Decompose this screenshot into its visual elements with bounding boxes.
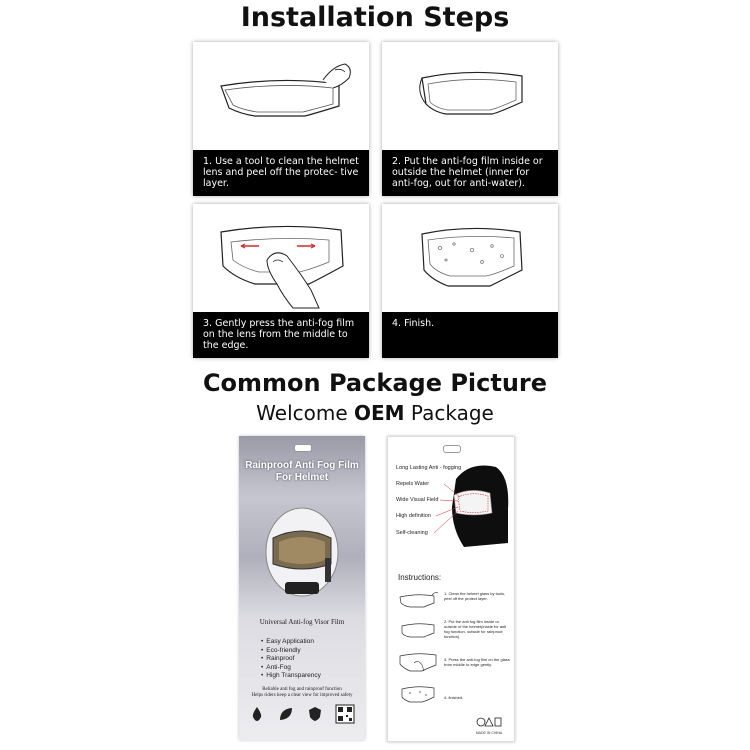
feature-list [261, 638, 321, 681]
feature-icon-row [247, 704, 357, 724]
step-text: Finish. [404, 318, 435, 329]
step-band-3 [193, 312, 369, 358]
subtitle-suffix: Package [404, 401, 494, 425]
front-title [239, 460, 365, 484]
front-subtitle: Universal Anti-fog Visor Film [259, 618, 345, 626]
helmet-photo [259, 498, 345, 606]
feature-item: • Anti-Fog [261, 664, 321, 673]
instruction-text: 1. Clean the helmet glass by tools, peel off the protect layer. [444, 591, 506, 601]
front-note-line1: Reliable anti fog and rainproof function [262, 687, 342, 692]
hang-hole [294, 444, 312, 452]
installation-title: Installation Steps [240, 2, 510, 33]
instruction-illus-1 [396, 589, 440, 611]
place-film-illustration [382, 42, 558, 150]
made-in-label: MADE IN CHINA [475, 731, 503, 735]
instruction-illus-3 [396, 651, 440, 673]
step-number: 1. [203, 156, 213, 167]
feature-item: • Eco-friendly [261, 647, 321, 656]
back-label: Repels Water [396, 481, 430, 487]
instruction-text: 2. Put the anti fog film inside or outside of the helmet(inside for anti fog function, outside for rainproof function) [444, 619, 507, 639]
step-card-1 [193, 42, 369, 196]
package-title: Common Package Picture [202, 369, 548, 397]
step-number: 3. [203, 318, 213, 329]
subtitle-bold: OEM [354, 401, 405, 425]
instruction-text: 4. finished. [444, 695, 464, 700]
step-band-4 [382, 312, 558, 358]
qr-code-icon [335, 704, 355, 724]
instruction-illus-4 [396, 683, 440, 705]
step-text: Use a tool to clean the helmet lens and peel off the protec- tive layer. [203, 156, 359, 189]
front-title-line2: For Helmet [275, 472, 329, 483]
instructions-title: Instructions: [398, 573, 442, 582]
step-card-3 [193, 204, 369, 358]
feature-item: • High Transparency [261, 672, 321, 681]
step-card-2 [382, 42, 558, 196]
front-title-line1: Rainproof Anti Fog Film [245, 460, 359, 471]
recycle-icons [476, 717, 502, 727]
package-back [387, 436, 515, 742]
shield-icon [305, 704, 325, 724]
peel-film-illustration [193, 42, 369, 150]
package-front [239, 436, 365, 740]
instruction-illus-2 [396, 619, 440, 641]
step-band-1 [193, 150, 369, 196]
instruction-text: 3. Press the anti-fog film on the glass from middle to edge gently. [444, 657, 510, 667]
leaf-icon [276, 704, 296, 724]
step-number: 2. [392, 156, 402, 167]
press-film-illustration [193, 204, 369, 312]
finished-helmet-illustration [382, 204, 558, 312]
back-label: Wide Visual Field [396, 497, 439, 503]
step-card-4 [382, 204, 558, 358]
back-label: Self-cleaning [396, 530, 428, 536]
step-text: Gently press the anti-fog film on the lens from the middle to the edge. [203, 318, 355, 351]
step-number: 4. [392, 318, 402, 329]
front-note [239, 687, 365, 699]
package-subtitle [0, 401, 750, 425]
front-note-line2: Helps riders keep a clear view for improved safety [251, 693, 353, 698]
step-text: Put the anti-fog film inside or outside the helmet (inner for anti-fog, out for anti-water). [392, 156, 543, 189]
back-label: Long Lasting Anti - fogging [396, 465, 462, 471]
feature-item: • Easy Application [261, 638, 321, 647]
back-label: High definition [396, 513, 431, 519]
water-drop-icon [247, 704, 267, 724]
feature-item: • Rainproof [261, 655, 321, 664]
step-band-2 [382, 150, 558, 196]
subtitle-prefix: Welcome [256, 401, 354, 425]
